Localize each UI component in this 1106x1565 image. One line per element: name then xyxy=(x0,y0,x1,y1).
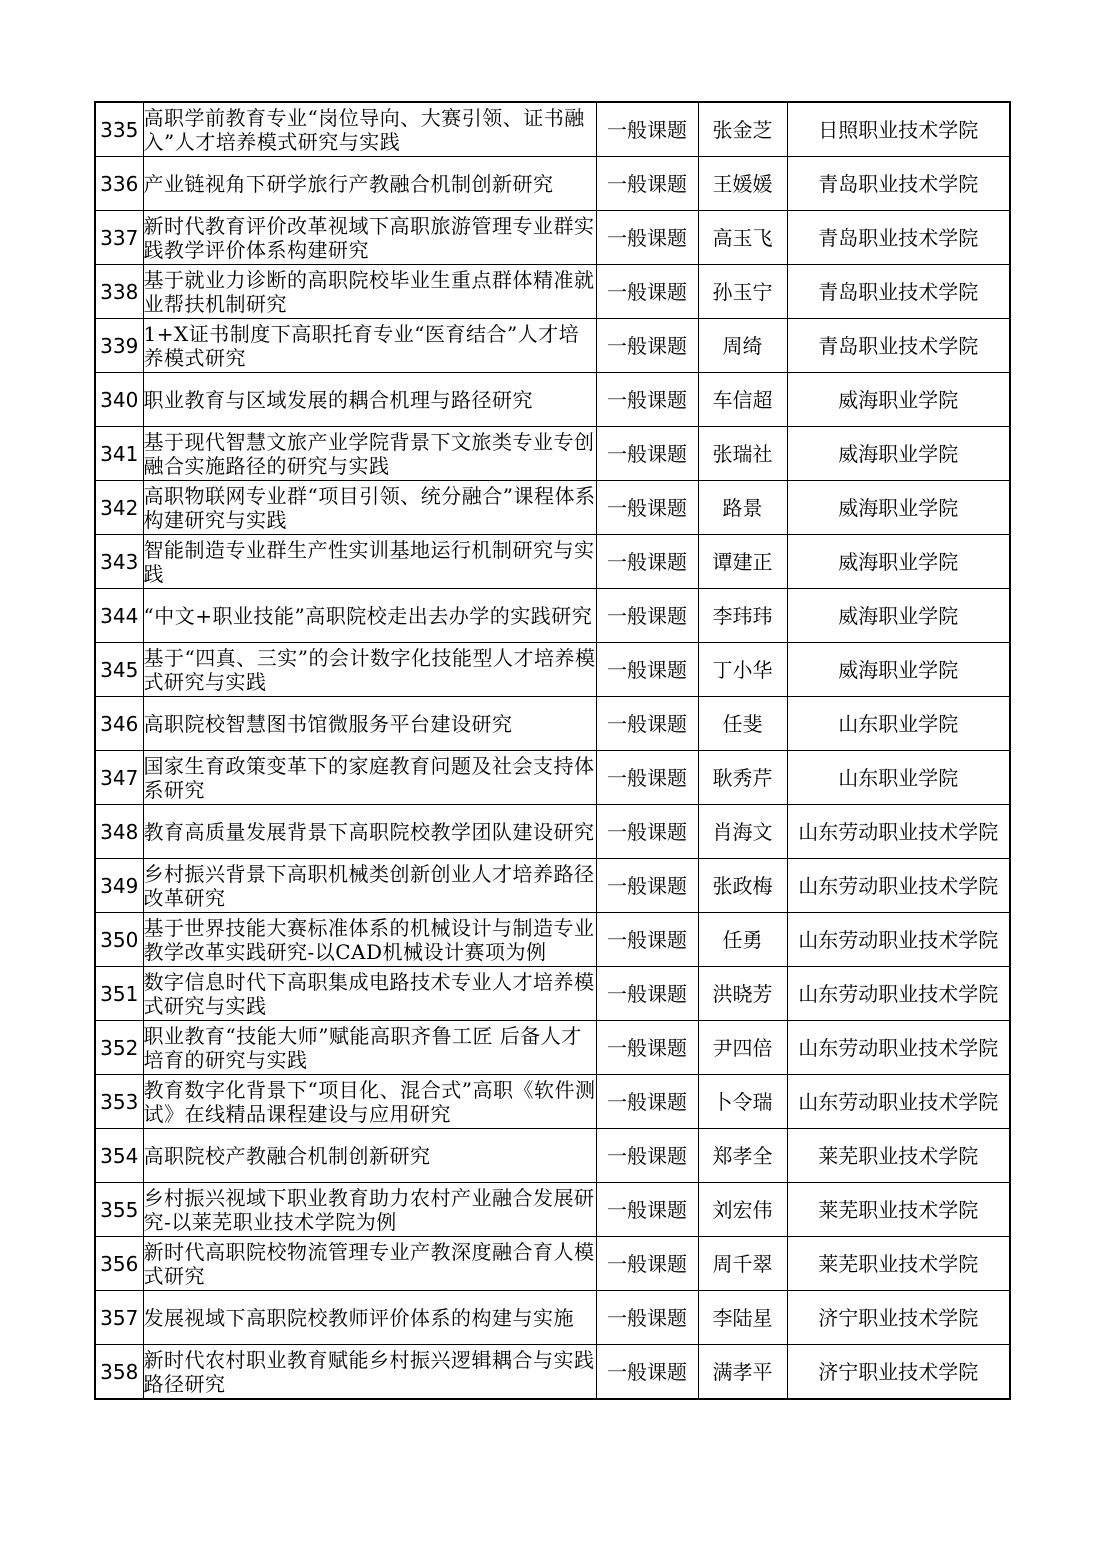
table-row xyxy=(95,102,1010,157)
projects-table-body xyxy=(95,102,1010,1399)
project-leader: 尹四倍 xyxy=(698,1021,787,1075)
project-category: 一般课题 xyxy=(596,1291,698,1345)
table-row xyxy=(95,535,1010,589)
project-title: 1+X证书制度下高职托育专业“医育结合”人才培养模式研究 xyxy=(143,319,596,373)
project-title: 基于“四真、三实”的会计数字化技能型人才培养模式研究与实践 xyxy=(143,643,596,697)
project-category: 一般课题 xyxy=(596,1183,698,1237)
project-institution: 济宁职业技术学院 xyxy=(787,1345,1010,1400)
project-category: 一般课题 xyxy=(596,859,698,913)
project-number: 341 xyxy=(95,427,143,481)
project-category: 一般课题 xyxy=(596,1075,698,1129)
project-number: 354 xyxy=(95,1129,143,1183)
table-row xyxy=(95,1075,1010,1129)
project-title: 产业链视角下研学旅行产教融合机制创新研究 xyxy=(143,157,596,211)
project-leader: 洪晓芳 xyxy=(698,967,787,1021)
project-category: 一般课题 xyxy=(596,1021,698,1075)
project-institution: 山东劳动职业技术学院 xyxy=(787,1021,1010,1075)
project-institution: 青岛职业技术学院 xyxy=(787,211,1010,265)
project-institution: 青岛职业技术学院 xyxy=(787,265,1010,319)
project-title: 职业教育与区域发展的耦合机理与路径研究 xyxy=(143,373,596,427)
project-number: 346 xyxy=(95,697,143,751)
project-number: 353 xyxy=(95,1075,143,1129)
project-category: 一般课题 xyxy=(596,535,698,589)
project-number: 336 xyxy=(95,157,143,211)
project-institution: 威海职业学院 xyxy=(787,535,1010,589)
project-title: 新时代农村职业教育赋能乡村振兴逻辑耦合与实践路径研究 xyxy=(143,1345,596,1400)
project-title: 高职物联网专业群“项目引领、统分融合”课程体系构建研究与实践 xyxy=(143,481,596,535)
project-leader: 满孝平 xyxy=(698,1345,787,1400)
table-row xyxy=(95,913,1010,967)
project-leader: 车信超 xyxy=(698,373,787,427)
table-row xyxy=(95,319,1010,373)
project-number: 349 xyxy=(95,859,143,913)
project-category: 一般课题 xyxy=(596,481,698,535)
project-title: 高职学前教育专业“岗位导向、大赛引领、证书融入”人才培养模式研究与实践 xyxy=(143,102,596,157)
project-number: 350 xyxy=(95,913,143,967)
project-institution: 山东劳动职业技术学院 xyxy=(787,913,1010,967)
project-leader: 张金芝 xyxy=(698,102,787,157)
project-leader: 肖海文 xyxy=(698,805,787,859)
project-number: 337 xyxy=(95,211,143,265)
project-leader: 郑孝全 xyxy=(698,1129,787,1183)
project-institution: 威海职业学院 xyxy=(787,589,1010,643)
table-row xyxy=(95,373,1010,427)
project-number: 356 xyxy=(95,1237,143,1291)
table-row xyxy=(95,805,1010,859)
project-number: 348 xyxy=(95,805,143,859)
project-title: 基于现代智慧文旅产业学院背景下文旅类专业专创融合实施路径的研究与实践 xyxy=(143,427,596,481)
project-number: 347 xyxy=(95,751,143,805)
project-leader: 周绮 xyxy=(698,319,787,373)
project-leader: 谭建正 xyxy=(698,535,787,589)
project-category: 一般课题 xyxy=(596,157,698,211)
project-leader: 周千翠 xyxy=(698,1237,787,1291)
project-leader: 任勇 xyxy=(698,913,787,967)
project-category: 一般课题 xyxy=(596,643,698,697)
project-number: 343 xyxy=(95,535,143,589)
project-leader: 李陆星 xyxy=(698,1291,787,1345)
projects-table xyxy=(94,101,1011,1400)
project-title: 高职院校智慧图书馆微服务平台建设研究 xyxy=(143,697,596,751)
project-category: 一般课题 xyxy=(596,1129,698,1183)
project-title: 新时代教育评价改革视域下高职旅游管理专业群实践教学评价体系构建研究 xyxy=(143,211,596,265)
project-number: 338 xyxy=(95,265,143,319)
project-number: 357 xyxy=(95,1291,143,1345)
project-institution: 山东劳动职业技术学院 xyxy=(787,967,1010,1021)
project-category: 一般课题 xyxy=(596,1237,698,1291)
project-number: 352 xyxy=(95,1021,143,1075)
table-row xyxy=(95,859,1010,913)
project-institution: 山东职业学院 xyxy=(787,697,1010,751)
project-category: 一般课题 xyxy=(596,1345,698,1400)
table-row xyxy=(95,697,1010,751)
project-category: 一般课题 xyxy=(596,589,698,643)
project-leader: 路景 xyxy=(698,481,787,535)
project-institution: 山东劳动职业技术学院 xyxy=(787,1075,1010,1129)
project-leader: 王媛媛 xyxy=(698,157,787,211)
project-title: 智能制造专业群生产性实训基地运行机制研究与实践 xyxy=(143,535,596,589)
project-title: 基于就业力诊断的高职院校毕业生重点群体精准就业帮扶机制研究 xyxy=(143,265,596,319)
project-institution: 山东职业学院 xyxy=(787,751,1010,805)
project-number: 342 xyxy=(95,481,143,535)
project-number: 345 xyxy=(95,643,143,697)
table-row xyxy=(95,1183,1010,1237)
table-row xyxy=(95,157,1010,211)
project-category: 一般课题 xyxy=(596,913,698,967)
project-institution: 日照职业技术学院 xyxy=(787,102,1010,157)
table-row xyxy=(95,1291,1010,1345)
project-leader: 丁小华 xyxy=(698,643,787,697)
project-title: 乡村振兴视域下职业教育助力农村产业融合发展研究-以莱芜职业技术学院为例 xyxy=(143,1183,596,1237)
table-row xyxy=(95,1237,1010,1291)
project-title: “中文+职业技能”高职院校走出去办学的实践研究 xyxy=(143,589,596,643)
table-row xyxy=(95,967,1010,1021)
project-title: 国家生育政策变革下的家庭教育问题及社会支持体系研究 xyxy=(143,751,596,805)
project-title: 乡村振兴背景下高职机械类创新创业人才培养路径改革研究 xyxy=(143,859,596,913)
table-row xyxy=(95,1345,1010,1400)
project-title: 发展视域下高职院校教师评价体系的构建与实施 xyxy=(143,1291,596,1345)
project-category: 一般课题 xyxy=(596,751,698,805)
project-title: 基于世界技能大赛标准体系的机械设计与制造专业教学改革实践研究-以CAD机械设计赛项为例 xyxy=(143,913,596,967)
project-number: 344 xyxy=(95,589,143,643)
project-title: 数字信息时代下高职集成电路技术专业人才培养模式研究与实践 xyxy=(143,967,596,1021)
project-category: 一般课题 xyxy=(596,265,698,319)
project-number: 339 xyxy=(95,319,143,373)
table-row xyxy=(95,643,1010,697)
project-leader: 卜令瑞 xyxy=(698,1075,787,1129)
project-title: 新时代高职院校物流管理专业产教深度融合育人模式研究 xyxy=(143,1237,596,1291)
project-institution: 济宁职业技术学院 xyxy=(787,1291,1010,1345)
project-institution: 莱芜职业技术学院 xyxy=(787,1237,1010,1291)
project-leader: 孙玉宁 xyxy=(698,265,787,319)
project-leader: 张政梅 xyxy=(698,859,787,913)
project-leader: 耿秀芹 xyxy=(698,751,787,805)
project-category: 一般课题 xyxy=(596,102,698,157)
project-leader: 张瑞社 xyxy=(698,427,787,481)
project-category: 一般课题 xyxy=(596,967,698,1021)
table-row xyxy=(95,751,1010,805)
project-title: 教育高质量发展背景下高职院校教学团队建设研究 xyxy=(143,805,596,859)
project-institution: 莱芜职业技术学院 xyxy=(787,1183,1010,1237)
table-row xyxy=(95,1129,1010,1183)
project-title: 职业教育“技能大师”赋能高职齐鲁工匠 后备人才培育的研究与实践 xyxy=(143,1021,596,1075)
table-row xyxy=(95,589,1010,643)
table-row xyxy=(95,211,1010,265)
project-institution: 山东劳动职业技术学院 xyxy=(787,805,1010,859)
project-category: 一般课题 xyxy=(596,805,698,859)
project-institution: 威海职业学院 xyxy=(787,373,1010,427)
project-leader: 李玮玮 xyxy=(698,589,787,643)
project-institution: 威海职业学院 xyxy=(787,427,1010,481)
project-title: 高职院校产教融合机制创新研究 xyxy=(143,1129,596,1183)
project-category: 一般课题 xyxy=(596,211,698,265)
project-institution: 青岛职业技术学院 xyxy=(787,157,1010,211)
project-category: 一般课题 xyxy=(596,697,698,751)
project-leader: 刘宏伟 xyxy=(698,1183,787,1237)
project-leader: 任斐 xyxy=(698,697,787,751)
project-number: 358 xyxy=(95,1345,143,1400)
table-row xyxy=(95,265,1010,319)
project-institution: 山东劳动职业技术学院 xyxy=(787,859,1010,913)
project-title: 教育数字化背景下“项目化、混合式”高职《软件测试》在线精品课程建设与应用研究 xyxy=(143,1075,596,1129)
project-institution: 莱芜职业技术学院 xyxy=(787,1129,1010,1183)
project-category: 一般课题 xyxy=(596,373,698,427)
project-category: 一般课题 xyxy=(596,427,698,481)
project-number: 340 xyxy=(95,373,143,427)
project-category: 一般课题 xyxy=(596,319,698,373)
table-row xyxy=(95,481,1010,535)
project-number: 351 xyxy=(95,967,143,1021)
table-row xyxy=(95,1021,1010,1075)
project-leader: 高玉飞 xyxy=(698,211,787,265)
project-number: 355 xyxy=(95,1183,143,1237)
project-institution: 青岛职业技术学院 xyxy=(787,319,1010,373)
project-institution: 威海职业学院 xyxy=(787,643,1010,697)
project-institution: 威海职业学院 xyxy=(787,481,1010,535)
project-number: 335 xyxy=(95,102,143,157)
table-row xyxy=(95,427,1010,481)
